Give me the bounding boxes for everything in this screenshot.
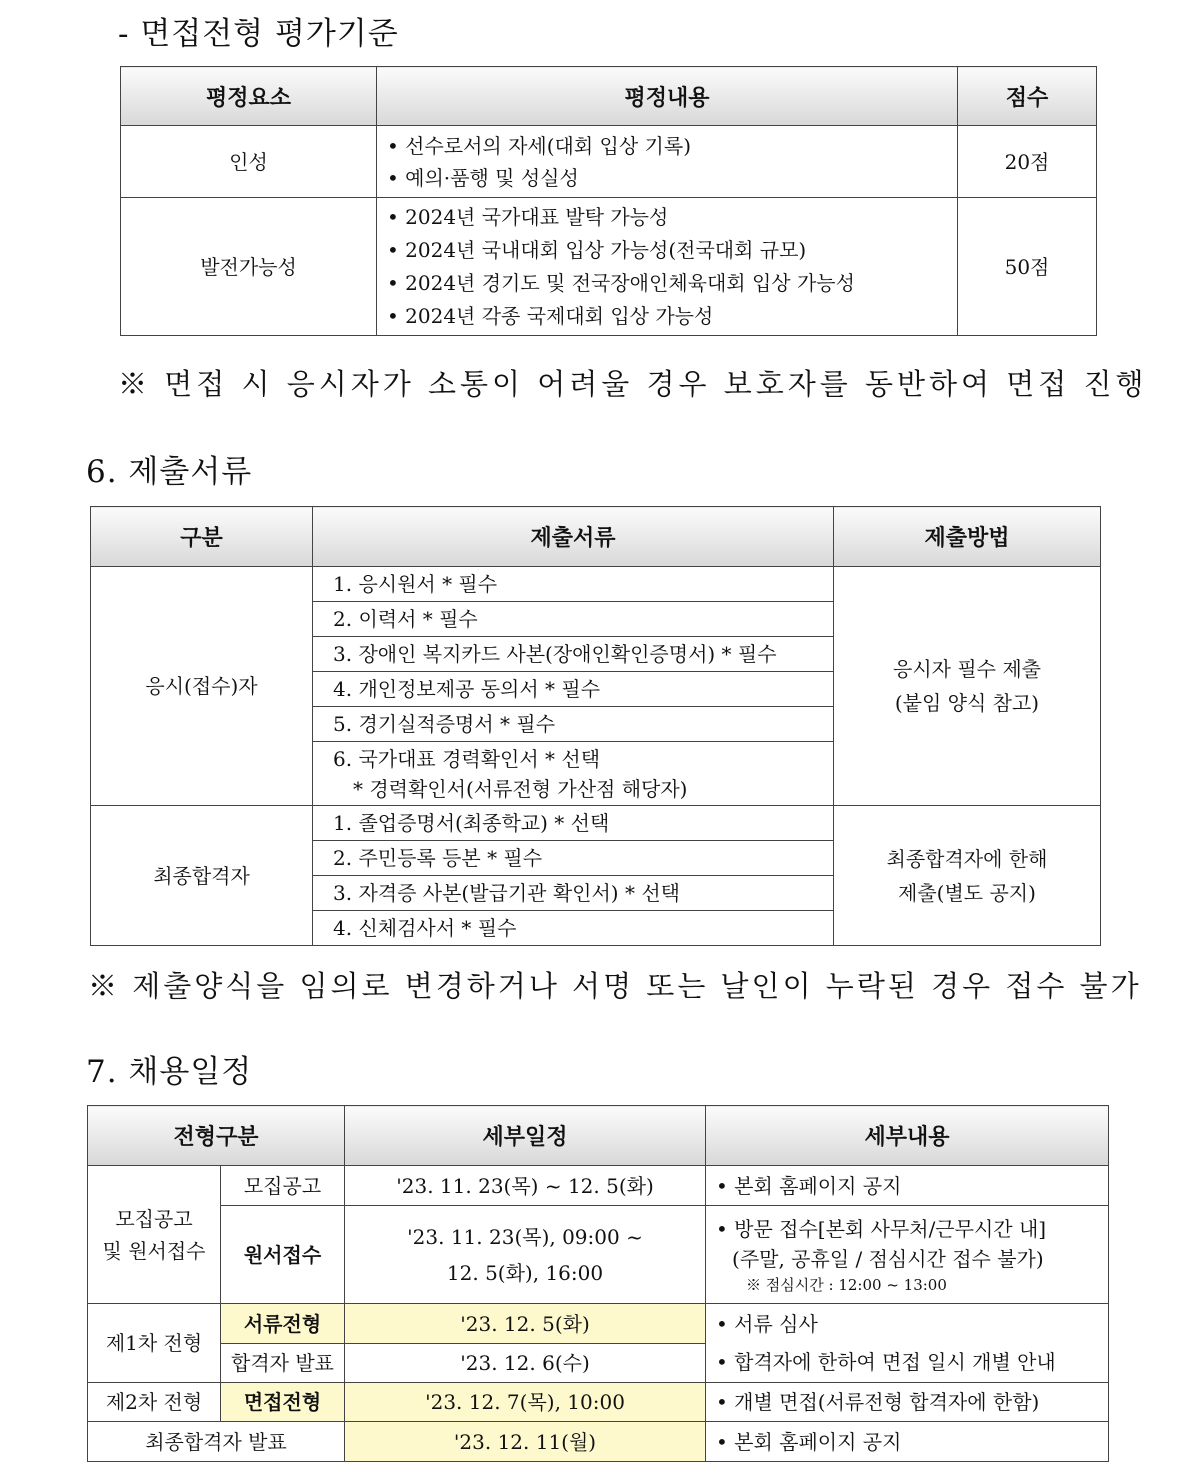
eval-note: ※ 면접 시 응시자가 소통이 어려울 경우 보호자를 동반하여 면접 진행 — [118, 367, 1148, 401]
method-text: 최종합격자에 한해 — [886, 846, 1048, 871]
table-row — [88, 1304, 1109, 1344]
doc-item: 6. 국가대표 경력확인서 * 선택 — [333, 746, 601, 771]
lunch-note: ※ 점심시간 : 12:00 ~ 13:00 — [746, 1275, 947, 1294]
docs-table — [90, 506, 1101, 946]
doc-item: 1. 응시원서 * 필수 — [313, 567, 834, 602]
stage-label: 최종합격자 발표 — [88, 1422, 345, 1462]
doc-item: 3. 자격증 사본(발급기관 확인서) * 선택 — [313, 876, 834, 911]
step-date: '23. 11. 23(목) ~ 12. 5(화) — [345, 1166, 706, 1206]
step-label: 모집공고 — [221, 1166, 345, 1206]
header-detail: 세부내용 — [706, 1106, 1109, 1166]
doc-item: 5. 경기실적증명서 * 필수 — [313, 707, 834, 742]
eval-element: 발전가능성 — [121, 198, 377, 336]
step-label: 합격자 발표 — [221, 1344, 345, 1383]
table-row — [121, 198, 1097, 336]
eval-element: 인성 — [121, 126, 377, 198]
eval-item: • 2024년 국내대회 입상 가능성(전국대회 규모) — [387, 237, 807, 262]
table-row — [91, 806, 1101, 841]
header-stage: 전형구분 — [88, 1106, 345, 1166]
table-row — [88, 1383, 1109, 1422]
doc-item: 2. 주민등록 등본 * 필수 — [313, 841, 834, 876]
doc-item: 4. 개인정보제공 동의서 * 필수 — [313, 672, 834, 707]
method-text: 제출(별도 공지) — [898, 880, 1036, 905]
step-date: '23. 11. 23(목), 09:00 ~ — [407, 1224, 643, 1249]
doc-item: 3. 장애인 복지카드 사본(장애인확인증명서) * 필수 — [313, 637, 834, 672]
header-documents: 제출서류 — [313, 507, 834, 567]
step-date: '23. 12. 11(월) — [345, 1422, 706, 1462]
docs-note: ※ 제출양식을 임의로 변경하거나 서명 또는 날인이 누락된 경우 접수 불가 — [88, 969, 1142, 1003]
step-date: '23. 12. 7(목), 10:00 — [345, 1383, 706, 1422]
step-date: '23. 12. 6(수) — [345, 1344, 706, 1383]
header-method: 제출방법 — [834, 507, 1101, 567]
method-text: (붙임 양식 참고) — [894, 691, 1040, 715]
group-label: 최종합격자 — [91, 806, 313, 946]
stage-label: 및 원서접수 — [102, 1238, 206, 1263]
docs-title: 6. 제출서류 — [86, 454, 253, 490]
stage-label: 모집공고 — [115, 1206, 193, 1231]
step-label: 서류전형 — [221, 1304, 345, 1344]
doc-item: 1. 졸업증명서(최종학교) * 선택 — [313, 806, 834, 841]
eval-item: • 2024년 국가대표 발탁 가능성 — [387, 204, 669, 229]
table-row — [88, 1206, 1109, 1304]
header-category: 구분 — [91, 507, 313, 567]
step-detail: • 합격자에 한하여 면접 일시 개별 안내 — [716, 1350, 1056, 1374]
step-detail: • 서류 심사 — [716, 1312, 818, 1336]
step-label: 면접전형 — [221, 1383, 345, 1422]
group-label: 응시(접수)자 — [91, 567, 313, 806]
eval-item: • 예의·품행 및 성실성 — [387, 165, 579, 190]
header-element: 평정요소 — [121, 67, 377, 126]
stage-label: 제1차 전형 — [88, 1304, 221, 1383]
step-detail: • 방문 접수[본회 사무처/근무시간 내] — [716, 1216, 1047, 1241]
step-detail: (주말, 공휴일 / 점심시간 접수 불가) — [732, 1246, 1044, 1271]
header-content: 평정내용 — [377, 67, 958, 126]
stage-label: 제2차 전형 — [88, 1383, 221, 1422]
eval-title: - 면접전형 평가기준 — [118, 16, 399, 52]
step-date: '23. 12. 5(화) — [345, 1304, 706, 1344]
doc-item: 4. 신체검사서 * 필수 — [313, 911, 834, 946]
step-label: 원서접수 — [221, 1206, 345, 1304]
eval-item: • 선수로서의 자세(대회 입상 기록) — [387, 133, 691, 158]
table-row — [91, 567, 1101, 602]
schedule-title: 7. 채용일정 — [86, 1054, 253, 1090]
table-row — [121, 126, 1097, 198]
step-detail: • 본회 홈페이지 공지 — [706, 1422, 1109, 1462]
step-date: 12. 5(화), 16:00 — [446, 1260, 604, 1285]
eval-score: 20점 — [958, 126, 1097, 198]
eval-score: 50점 — [958, 198, 1097, 336]
step-detail: • 개별 면접(서류전형 합격자에 한함) — [706, 1383, 1109, 1422]
header-score: 점수 — [958, 67, 1097, 126]
table-row — [88, 1166, 1109, 1206]
step-detail: • 본회 홈페이지 공지 — [706, 1166, 1109, 1206]
eval-item: • 2024년 경기도 및 전국장애인체육대회 입상 가능성 — [387, 270, 855, 295]
header-date: 세부일정 — [345, 1106, 706, 1166]
doc-item: 2. 이력서 * 필수 — [313, 602, 834, 637]
schedule-table — [87, 1105, 1109, 1462]
doc-subnote: * 경력확인서(서류전형 가산점 해당자) — [353, 776, 688, 801]
eval-item: • 2024년 각종 국제대회 입상 가능성 — [387, 303, 714, 328]
method-text: 응시자 필수 제출 — [893, 657, 1041, 681]
table-row — [88, 1422, 1109, 1462]
eval-table — [120, 66, 1097, 336]
